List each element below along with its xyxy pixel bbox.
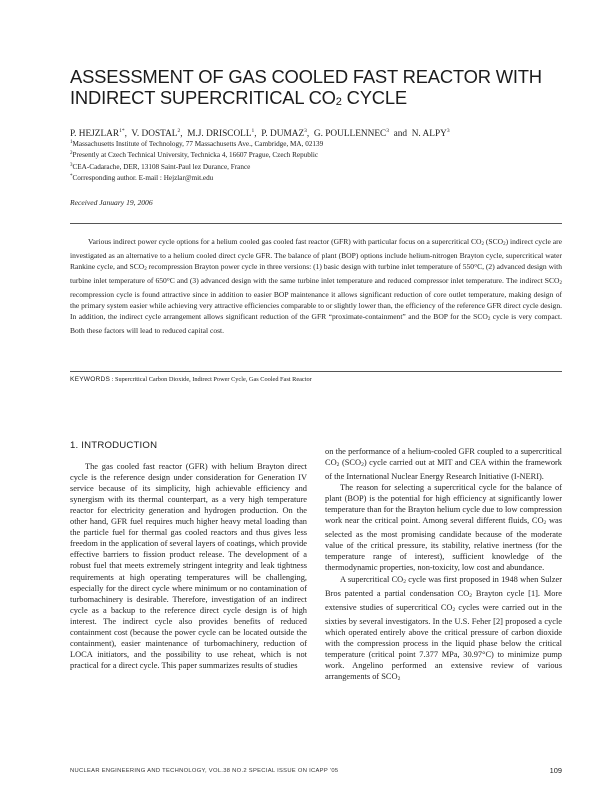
- subscript: 2: [559, 281, 562, 287]
- subscript: 2: [403, 578, 406, 585]
- body-column-right: [325, 446, 562, 685]
- affiliation-text: CEA-Cadarache, DER, 13108 Saint-Paul lez Durance, France: [72, 162, 251, 171]
- keywords-text: : Supercritical Carbon Dioxide, Indirect Power Cycle, Gas Cooled Fast Reactor: [110, 376, 312, 383]
- affiliation-text: Corresponding author. E-mail : Hejzlar@mit.edu: [72, 173, 214, 182]
- title-subscript: 2: [335, 96, 342, 108]
- affiliation-mark: 2: [70, 151, 73, 157]
- title-line-1: ASSESSMENT OF GAS COOLED FAST REACTOR WITH: [70, 66, 542, 87]
- received-date: Received January 19, 2006: [70, 198, 153, 207]
- subscript: 2: [487, 317, 491, 323]
- journal-footer: NUCLEAR ENGINEERING AND TECHNOLOGY, VOL.38 NO.2 SPECIAL ISSUE ON ICAPP ’05: [70, 768, 339, 774]
- body-column-left: [70, 440, 307, 671]
- affiliation: [70, 138, 550, 149]
- affiliation-text: Presently at Czech Technical University, Technicka 4, 16607 Prague, Czech Republic: [72, 151, 319, 160]
- body-paragraph: [325, 446, 562, 482]
- author-list: P. $HEJZLAR^{1*}$, V. DOSTAL$^2$, M.J. DRISCOLL$^1$, P. DUMAZ$^3$, G. POULLENNEC$^3$ and N. ALPY$^3$: [70, 128, 450, 139]
- author-mark: 3: [304, 128, 307, 134]
- body-text: The reason for selecting a supercritical cycle for the balance of plant (BOP) is the potential for high efficiency at significantly lower temperature than for the Brayton helium cycle due to low compression work near the critical point. Among several different fluids, CO: [325, 483, 562, 526]
- paper-title: [70, 66, 550, 113]
- affiliation: [70, 172, 550, 183]
- abstract-text: cycle is very compact. Both these factors will lead to reduced capital cost.: [70, 312, 562, 336]
- subscript: 2: [503, 242, 506, 247]
- subscript: 2: [361, 462, 364, 469]
- keywords: [70, 375, 562, 384]
- author-mark: 3: [446, 128, 450, 134]
- author-mark: 1*: [119, 128, 125, 134]
- abstract-bottom-rule: [70, 371, 562, 372]
- title-line-2: INDIRECT SUPERCRITICAL CO: [70, 87, 336, 108]
- abstract-text: recompression Brayton power cycle in three versions: (1) basic design with turbine inlet temperature of 550°C, (2) advanced design with turbine inlet temperature of 650°C and (3) advanced design with the same turbine inlet temperature and reduced compressor inlet temperature. The indirect SCO: [70, 262, 562, 286]
- body-text: was selected as the most promising candidate because of the moderate value of the critical pressure, its stability, relative inertness (for the temperature range of interest), sufficient knowledge of the thermodynamic properties, non-toxicity, low cost and abundance.: [325, 516, 562, 573]
- author-conjunction: and: [393, 129, 408, 139]
- title-line-2-end: CYCLE: [341, 87, 407, 108]
- subscript: 2: [481, 242, 484, 247]
- subscript: 2: [452, 606, 456, 613]
- author: P. HEJZLAR: [70, 129, 120, 139]
- keywords-label: KEYWORDS: [70, 376, 111, 383]
- subscript: 2: [469, 592, 473, 599]
- section-heading: 1. INTRODUCTION: [70, 440, 158, 451]
- body-paragraph: The gas cooled fast reactor (GFR) with helium Brayton direct cycle is the reference design under consideration for Generation IV service because of its simplicity, high achievable efficiency and synergism with its thermal counterpart, as a very high temperature reactor for electricity generation and hydrogen production. On the other hand, GFR fuel requires much higher heavy metal loading than the particle fuel for thermal gas cooled reactors and thus gives less freedom in the application of several layers of coatings, which provide effective barriers to fission product release. The development of a robust fuel that meets extremely stringent integrity and leak tightness requirements at high operating temperatures will be challenging, especially for the direct cycle where minimum or no contamination of turbomachinery is desirable. Therefore, investigation of an indirect cycle as a backup to the reference direct cycle design is of high interest. The indirect cycle also provides benefits of reduced containment cost (because the power cycle can be located outside the containment), easier maintenance of turbomachinery, reduction of LOCA initiators, and the possibility to use reheat, which is not practical for a direct cycle. This paper summarizes results of studies: [70, 462, 307, 670]
- body-text: (SCO: [339, 458, 362, 468]
- abstract: [70, 236, 562, 336]
- page-number: 109: [549, 766, 562, 775]
- body-paragraph: [325, 482, 562, 573]
- affiliation: [70, 149, 550, 160]
- body-paragraph: [325, 574, 562, 685]
- author: P. DUMAZ: [261, 129, 305, 139]
- author: N. ALPY: [411, 129, 447, 139]
- body-text: cycle was first proposed in 1948 when Sulzer Bros patented a partial condensation CO: [325, 574, 563, 598]
- subscript: 2: [397, 675, 401, 682]
- subscript: 2: [336, 462, 340, 469]
- author: M.J. DRISCOLL: [187, 129, 252, 139]
- affiliation-mark: 3: [70, 162, 73, 168]
- author-mark: 3: [386, 128, 389, 134]
- affiliation-mark: 1: [70, 140, 73, 145]
- abstract-top-rule: [70, 223, 562, 224]
- body-text: A supercritical CO: [340, 574, 404, 584]
- affiliation-list: [70, 138, 550, 183]
- author: G. POULLENNEC: [313, 129, 387, 139]
- affiliation: [70, 161, 550, 172]
- body-text: cycles were carried out in the sixties by several investigators. In the U.S. Feher [2] proposed a cycle which operated entirely above the critical pressure of carbon dioxide with the compression process in the liquid phase below the critical temperature (critical point 7.377 MPa, 30.97°C) to minimize pump work. Angelino performed an extensive review of various arrangements of SCO: [325, 602, 563, 681]
- abstract-text: (SCO: [483, 237, 504, 246]
- affiliation-text: Massachusetts Institute of Technology, 77 Massachusetts Ave., Cambridge, MA, 02139: [72, 140, 324, 148]
- affiliation-mark: *: [70, 173, 73, 179]
- abstract-text: Various indirect power cycle options for a helium cooled gas cooled fast reactor (GFR) with particular focus on a supercritical CO: [88, 237, 482, 246]
- abstract-text: ) indirect cycle are investigated as an alternative to a helium cooled direct cycle GFR. The balance of plant (BOP) options include helium-nitrogen Brayton cycle, supercritical water Rankine cycle, and SCO: [70, 237, 562, 272]
- author: V. DOSTAL: [131, 129, 178, 139]
- subscript: 2: [144, 267, 147, 273]
- body-text: Brayton cycle [1]. More extensive studies of supercritical CO: [325, 588, 562, 612]
- abstract-text: recompression cycle is found attractive since in addition to easier BOP maintenance it allows significant reduction of core outlet temperature, making design of the primary system easier while achieving very attractive efficiencies comparable to or slightly lower than, the efficiency of the reference GFR direct cycle design. In addition, the indirect cycle arrangement allows significant reduction of the GFR “proximate-containment” and the BOP for the SCO: [70, 290, 562, 322]
- body-text: ) cycle carried out at MIT and CEA within the framework of the International Nuclear Energy Research Initiative (I-NERI).: [325, 458, 562, 482]
- body-text: on the performance of a helium-cooled GFR coupled to a supercritical CO: [325, 447, 562, 468]
- author-mark: 1: [251, 128, 255, 134]
- subscript: 2: [543, 520, 547, 527]
- author-mark: 2: [177, 128, 181, 134]
